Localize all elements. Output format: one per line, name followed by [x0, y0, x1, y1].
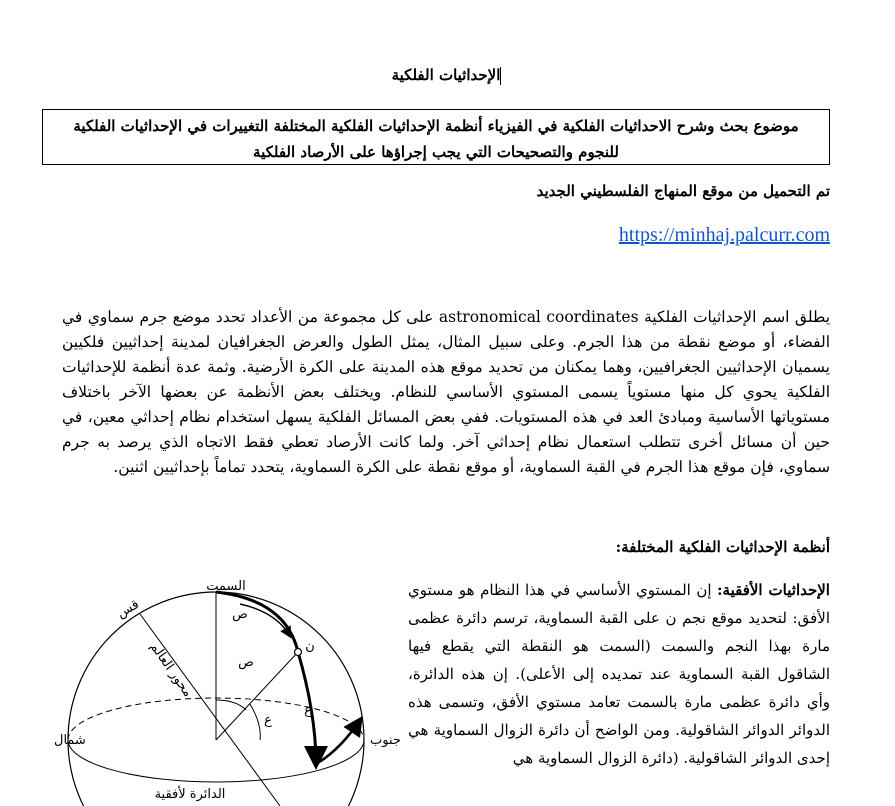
zenith-label: السمت: [206, 579, 246, 594]
celestial-sphere-diagram: [40, 574, 410, 806]
altitude-arc: [316, 720, 360, 764]
star-point: [295, 649, 302, 656]
star-label: ن: [305, 639, 315, 654]
horizontal-coords-lead: الإحداثيات الأفقية:: [717, 581, 830, 599]
world-axis-label: محور العالم: [146, 639, 196, 700]
star-direction-line: [216, 652, 298, 740]
horizon-circle-label: الدائرة لأفقية: [154, 787, 226, 802]
page-title: [0, 66, 895, 85]
source-link[interactable]: https://minhaj.palcurr.com: [618, 224, 830, 246]
horizontal-coords-paragraph: [408, 576, 830, 772]
download-note: تم التحميل من موقع المنهاج الفلسطيني الجديد: [536, 182, 830, 200]
zenith-angle-label-1: ص: [232, 607, 248, 622]
altitude-label: ع: [264, 713, 272, 728]
text-cursor: [500, 67, 501, 85]
section-heading: أنظمة الإحداثيات الفلكية المختلفة:: [615, 538, 830, 556]
north-label: شمال: [54, 733, 86, 748]
altitude-angle-arc: [250, 704, 260, 740]
south-label: جنوب: [370, 733, 401, 748]
horizontal-coords-body: إن المستوي الأساسي في هذا النظام هو مستوي الأفق: لتحديد موقع نجم ن على القبة السماوية، ترسم دائرة عظمى مارة بهذا النجم والسمت (السمت هو النقطة التي يقطع فيها الشاقول القبة السماوية عند تمديده إلى الأعلى). إن هذه الدائرة، وأي دائرة عظمى مارة بالسمت تعامد مستوي الأفق، وتسمى هذه الدوائر الدوائر الشاقولية. ومن الواضح أن دائرة الزوال السماوية هي إحدى الدوائر الشاقولية. (دائرة الزوال السماوية هي: [408, 581, 830, 767]
summary-text: موضوع بحث وشرح الاحداثيات الفلكية في الفيزياء أنظمة الإحداثيات الفلكية المختلفة التغييرات في الإحداثيات الفلكية للنجوم والتصحيحات التي يجب إجراؤها على الأرصاد الفلكية: [73, 117, 799, 161]
altitude-label-2: ع: [304, 703, 312, 718]
page-title-text: الإحداثيات الفلكية: [391, 66, 501, 84]
intro-paragraph: يطلق اسم الإحداثيات الفلكية astronomical coordinates على كل مجموعة من الأعداد تحدد موضع جرم سماوي في الفضاء، أو موضع نقطة من هذا الجرم. وعلى سبيل المثال، يمثل الطول والعرض الجغرافيان لمدينة إحداثيين فلكيين يسميان الإحداثيين الجغرافيين، وهما يمكنان من تحديد موقع هذه المدينة على الكرة الأرضية. وثمة عدة أنظمة للإحداثيات الفلكية يحوي كل منها مستوياً يسمى المستوي الأساسي للنظام. ويختلف بعض الأنظمة عن بعضها الآخر باختلاف مستوياتها الأساسية ومبادئ العد في هذه المستويات. ففي بعض المسائل الفلكية يسهل استخدام نظام إحداثي معين، في حين أن مسائل أخرى تتطلب استعمال نظام إحداثي آخر. ولما كانت الأرصاد تعطي فقط الاتجاه الذي يرصد به جرم سماوي، فإن موقع هذا الجرم في القبة السماوية، أو موقع نقطة على الكرة السماوية، يتحدد تماماً بإحداثيين اثنين.: [62, 308, 831, 476]
pole-label: قس: [114, 597, 142, 622]
zenith-angle-label-2: ص: [238, 655, 254, 670]
summary-box: [42, 109, 830, 165]
zenith-angle-arc: [216, 700, 246, 710]
